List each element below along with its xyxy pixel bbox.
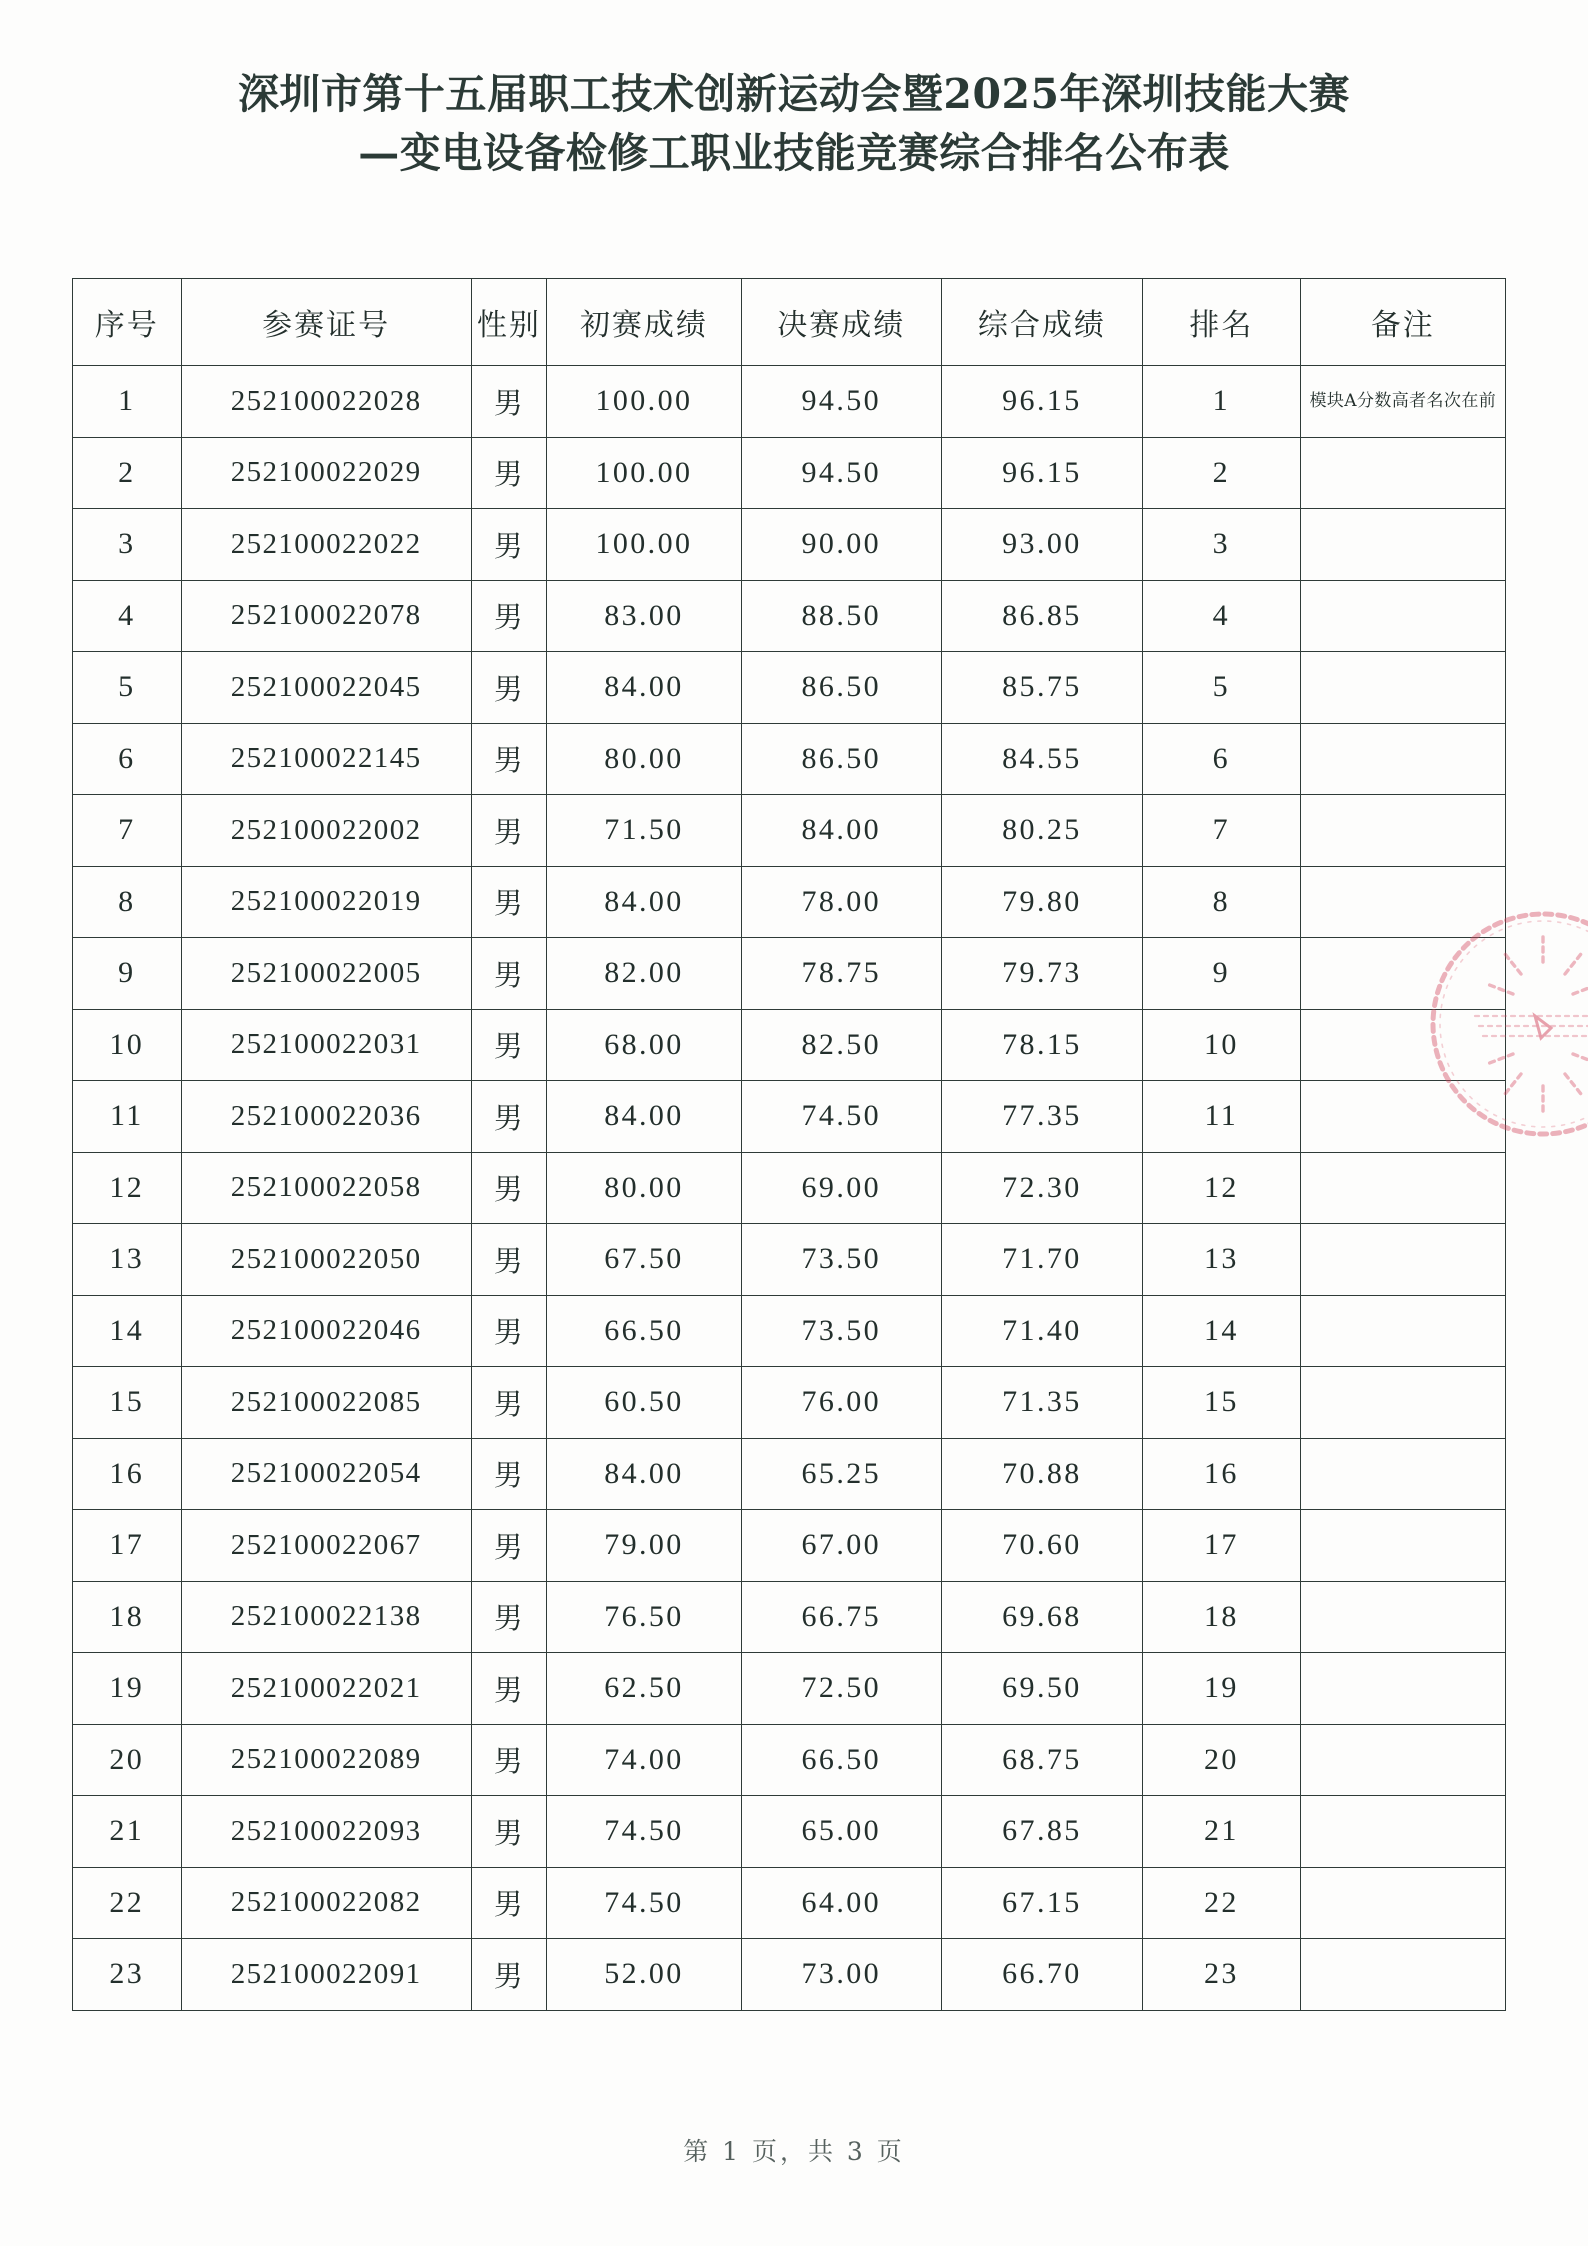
cell-sequence: 8 — [73, 866, 182, 938]
cell-remark — [1300, 1939, 1505, 2011]
table-row — [73, 1653, 1506, 1725]
cell-gender: 男 — [471, 1867, 546, 1939]
cell-rank: 1 — [1143, 366, 1301, 438]
cell-preliminary-score: 100.00 — [547, 437, 742, 509]
cell-rank: 3 — [1143, 509, 1301, 581]
cell-sequence: 19 — [73, 1653, 182, 1725]
column-header-remark: 备注 — [1300, 279, 1505, 366]
table-row — [73, 509, 1506, 581]
table-row — [73, 652, 1506, 724]
cell-gender: 男 — [471, 1152, 546, 1224]
cell-rank: 22 — [1143, 1867, 1301, 1939]
cell-gender: 男 — [471, 1653, 546, 1725]
cell-final-score: 86.50 — [741, 723, 941, 795]
cell-rank: 5 — [1143, 652, 1301, 724]
cell-certificate-number: 252100022019 — [181, 866, 471, 938]
cell-rank: 14 — [1143, 1295, 1301, 1367]
cell-remark — [1300, 437, 1505, 509]
cell-remark — [1300, 1224, 1505, 1296]
cell-preliminary-score: 84.00 — [547, 866, 742, 938]
cell-rank: 12 — [1143, 1152, 1301, 1224]
cell-composite-score: 70.88 — [941, 1438, 1142, 1510]
cell-certificate-number: 252100022089 — [181, 1724, 471, 1796]
cell-remark — [1300, 509, 1505, 581]
cell-certificate-number: 252100022078 — [181, 580, 471, 652]
cell-final-score: 74.50 — [741, 1081, 941, 1153]
cell-rank: 23 — [1143, 1939, 1301, 2011]
cell-rank: 17 — [1143, 1510, 1301, 1582]
cell-remark — [1300, 1867, 1505, 1939]
cell-certificate-number: 252100022036 — [181, 1081, 471, 1153]
column-header-certificate-number: 参赛证号 — [181, 279, 471, 366]
cell-remark — [1300, 1438, 1505, 1510]
cell-final-score: 90.00 — [741, 509, 941, 581]
cell-composite-score: 80.25 — [941, 795, 1142, 867]
cell-sequence: 20 — [73, 1724, 182, 1796]
cell-gender: 男 — [471, 1939, 546, 2011]
cell-certificate-number: 252100022005 — [181, 938, 471, 1010]
cell-gender: 男 — [471, 580, 546, 652]
cell-remark — [1300, 652, 1505, 724]
cell-gender: 男 — [471, 1438, 546, 1510]
cell-certificate-number: 252100022028 — [181, 366, 471, 438]
cell-composite-score: 96.15 — [941, 366, 1142, 438]
cell-remark — [1300, 1295, 1505, 1367]
cell-final-score: 65.00 — [741, 1796, 941, 1868]
cell-certificate-number: 252100022058 — [181, 1152, 471, 1224]
table-row — [73, 1224, 1506, 1296]
table-row — [73, 1367, 1506, 1439]
cell-final-score: 82.50 — [741, 1009, 941, 1081]
cell-preliminary-score: 60.50 — [547, 1367, 742, 1439]
cell-rank: 7 — [1143, 795, 1301, 867]
table-row — [73, 1438, 1506, 1510]
cell-gender: 男 — [471, 509, 546, 581]
cell-rank: 15 — [1143, 1367, 1301, 1439]
cell-sequence: 22 — [73, 1867, 182, 1939]
cell-sequence: 2 — [73, 437, 182, 509]
cell-preliminary-score: 74.50 — [547, 1867, 742, 1939]
cell-certificate-number: 252100022029 — [181, 437, 471, 509]
cell-preliminary-score: 100.00 — [547, 509, 742, 581]
cell-rank: 10 — [1143, 1009, 1301, 1081]
table-row — [73, 1009, 1506, 1081]
cell-certificate-number: 252100022093 — [181, 1796, 471, 1868]
column-header-preliminary-score: 初赛成绩 — [547, 279, 742, 366]
cell-final-score: 65.25 — [741, 1438, 941, 1510]
cell-composite-score: 70.60 — [941, 1510, 1142, 1582]
cell-preliminary-score: 83.00 — [547, 580, 742, 652]
cell-remark — [1300, 1510, 1505, 1582]
cell-composite-score: 71.70 — [941, 1224, 1142, 1296]
cell-gender: 男 — [471, 1724, 546, 1796]
table-row — [73, 866, 1506, 938]
cell-remark: 模块A分数高者名次在前 — [1300, 366, 1505, 438]
cell-remark — [1300, 866, 1505, 938]
cell-composite-score: 96.15 — [941, 437, 1142, 509]
cell-composite-score: 69.68 — [941, 1581, 1142, 1653]
column-header-final-score: 决赛成绩 — [741, 279, 941, 366]
cell-composite-score: 78.15 — [941, 1009, 1142, 1081]
cell-sequence: 11 — [73, 1081, 182, 1153]
cell-final-score: 67.00 — [741, 1510, 941, 1582]
cell-remark — [1300, 723, 1505, 795]
cell-gender: 男 — [471, 1009, 546, 1081]
document-title — [0, 68, 1588, 181]
cell-sequence: 18 — [73, 1581, 182, 1653]
table-row — [73, 1939, 1506, 2011]
table-row — [73, 1724, 1506, 1796]
table-row — [73, 1081, 1506, 1153]
cell-preliminary-score: 71.50 — [547, 795, 742, 867]
cell-rank: 9 — [1143, 938, 1301, 1010]
cell-rank: 19 — [1143, 1653, 1301, 1725]
cell-preliminary-score: 67.50 — [547, 1224, 742, 1296]
cell-gender: 男 — [471, 1295, 546, 1367]
cell-certificate-number: 252100022021 — [181, 1653, 471, 1725]
cell-remark — [1300, 1653, 1505, 1725]
cell-certificate-number: 252100022050 — [181, 1224, 471, 1296]
cell-certificate-number: 252100022082 — [181, 1867, 471, 1939]
cell-composite-score: 66.70 — [941, 1939, 1142, 2011]
cell-rank: 21 — [1143, 1796, 1301, 1868]
cell-rank: 4 — [1143, 580, 1301, 652]
cell-remark — [1300, 1152, 1505, 1224]
cell-preliminary-score: 79.00 — [547, 1510, 742, 1582]
cell-gender: 男 — [471, 437, 546, 509]
table-row — [73, 366, 1506, 438]
table-row — [73, 580, 1506, 652]
cell-sequence: 5 — [73, 652, 182, 724]
cell-preliminary-score: 76.50 — [547, 1581, 742, 1653]
cell-composite-score: 72.30 — [941, 1152, 1142, 1224]
cell-composite-score: 84.55 — [941, 723, 1142, 795]
cell-composite-score: 79.80 — [941, 866, 1142, 938]
cell-remark — [1300, 1367, 1505, 1439]
cell-rank: 13 — [1143, 1224, 1301, 1296]
cell-preliminary-score: 80.00 — [547, 723, 742, 795]
cell-final-score: 66.75 — [741, 1581, 941, 1653]
cell-sequence: 16 — [73, 1438, 182, 1510]
cell-certificate-number: 252100022046 — [181, 1295, 471, 1367]
cell-rank: 2 — [1143, 437, 1301, 509]
cell-composite-score: 67.15 — [941, 1867, 1142, 1939]
cell-gender: 男 — [471, 1796, 546, 1868]
cell-certificate-number: 252100022138 — [181, 1581, 471, 1653]
cell-remark — [1300, 1796, 1505, 1868]
cell-composite-score: 67.85 — [941, 1796, 1142, 1868]
table-row — [73, 1152, 1506, 1224]
table-row — [73, 1796, 1506, 1868]
cell-preliminary-score: 84.00 — [547, 652, 742, 724]
cell-composite-score: 86.85 — [941, 580, 1142, 652]
cell-sequence: 23 — [73, 1939, 182, 2011]
cell-composite-score: 69.50 — [941, 1653, 1142, 1725]
table-row — [73, 437, 1506, 509]
cell-final-score: 72.50 — [741, 1653, 941, 1725]
cell-preliminary-score: 66.50 — [547, 1295, 742, 1367]
cell-sequence: 21 — [73, 1796, 182, 1868]
cell-rank: 11 — [1143, 1081, 1301, 1153]
cell-remark — [1300, 795, 1505, 867]
cell-remark — [1300, 938, 1505, 1010]
column-header-rank: 排名 — [1143, 279, 1301, 366]
cell-final-score: 84.00 — [741, 795, 941, 867]
cell-final-score: 73.50 — [741, 1224, 941, 1296]
cell-certificate-number: 252100022091 — [181, 1939, 471, 2011]
cell-sequence: 7 — [73, 795, 182, 867]
cell-gender: 男 — [471, 938, 546, 1010]
cell-final-score: 76.00 — [741, 1367, 941, 1439]
cell-certificate-number: 252100022022 — [181, 509, 471, 581]
table-body — [73, 366, 1506, 2011]
cell-certificate-number: 252100022031 — [181, 1009, 471, 1081]
cell-remark — [1300, 1081, 1505, 1153]
cell-gender: 男 — [471, 366, 546, 438]
cell-final-score: 94.50 — [741, 366, 941, 438]
cell-gender: 男 — [471, 1224, 546, 1296]
cell-rank: 20 — [1143, 1724, 1301, 1796]
cell-certificate-number: 252100022067 — [181, 1510, 471, 1582]
cell-preliminary-score: 74.50 — [547, 1796, 742, 1868]
cell-preliminary-score: 62.50 — [547, 1653, 742, 1725]
cell-gender: 男 — [471, 866, 546, 938]
cell-sequence: 1 — [73, 366, 182, 438]
cell-sequence: 13 — [73, 1224, 182, 1296]
cell-composite-score: 71.40 — [941, 1295, 1142, 1367]
cell-rank: 18 — [1143, 1581, 1301, 1653]
cell-certificate-number: 252100022045 — [181, 652, 471, 724]
cell-preliminary-score: 82.00 — [547, 938, 742, 1010]
cell-rank: 8 — [1143, 866, 1301, 938]
cell-remark — [1300, 1724, 1505, 1796]
cell-remark — [1300, 1009, 1505, 1081]
cell-final-score: 69.00 — [741, 1152, 941, 1224]
title-line-2: —变电设备检修工职业技能竞赛综合排名公布表 — [358, 129, 1230, 178]
cell-final-score: 78.75 — [741, 938, 941, 1010]
cell-certificate-number: 252100022054 — [181, 1438, 471, 1510]
table-header-row — [73, 279, 1506, 366]
cell-sequence: 15 — [73, 1367, 182, 1439]
cell-gender: 男 — [471, 1581, 546, 1653]
cell-final-score: 64.00 — [741, 1867, 941, 1939]
cell-preliminary-score: 84.00 — [547, 1438, 742, 1510]
title-line-1: 深圳市第十五届职工技术创新运动会暨2025年深圳技能大赛 — [237, 70, 1351, 118]
cell-preliminary-score: 100.00 — [547, 366, 742, 438]
cell-composite-score: 79.73 — [941, 938, 1142, 1010]
cell-sequence: 6 — [73, 723, 182, 795]
cell-sequence: 17 — [73, 1510, 182, 1582]
column-header-sequence: 序号 — [73, 279, 182, 366]
cell-composite-score: 85.75 — [941, 652, 1142, 724]
table-row — [73, 1581, 1506, 1653]
table-header — [73, 279, 1506, 366]
cell-preliminary-score: 80.00 — [547, 1152, 742, 1224]
table-row — [73, 938, 1506, 1010]
cell-rank: 16 — [1143, 1438, 1301, 1510]
cell-sequence: 4 — [73, 580, 182, 652]
ranking-table — [72, 278, 1506, 2011]
cell-certificate-number: 252100022002 — [181, 795, 471, 867]
cell-gender: 男 — [471, 795, 546, 867]
cell-remark — [1300, 1581, 1505, 1653]
column-header-composite-score: 综合成绩 — [941, 279, 1142, 366]
cell-remark — [1300, 580, 1505, 652]
table-row — [73, 1295, 1506, 1367]
page-footer: 第 1 页，共 3 页 — [683, 2137, 905, 2166]
cell-sequence: 9 — [73, 938, 182, 1010]
table-row — [73, 1867, 1506, 1939]
cell-final-score: 66.50 — [741, 1724, 941, 1796]
table-row — [73, 795, 1506, 867]
cell-final-score: 78.00 — [741, 866, 941, 938]
cell-sequence: 10 — [73, 1009, 182, 1081]
cell-sequence: 3 — [73, 509, 182, 581]
cell-composite-score: 68.75 — [941, 1724, 1142, 1796]
cell-composite-score: 77.35 — [941, 1081, 1142, 1153]
cell-rank: 6 — [1143, 723, 1301, 795]
cell-final-score: 73.50 — [741, 1295, 941, 1367]
cell-final-score: 73.00 — [741, 1939, 941, 2011]
cell-final-score: 86.50 — [741, 652, 941, 724]
cell-sequence: 14 — [73, 1295, 182, 1367]
cell-gender: 男 — [471, 1510, 546, 1582]
cell-preliminary-score: 84.00 — [547, 1081, 742, 1153]
cell-preliminary-score: 74.00 — [547, 1724, 742, 1796]
cell-gender: 男 — [471, 652, 546, 724]
cell-certificate-number: 252100022145 — [181, 723, 471, 795]
cell-composite-score: 71.35 — [941, 1367, 1142, 1439]
table-row — [73, 723, 1506, 795]
cell-final-score: 88.50 — [741, 580, 941, 652]
cell-sequence: 12 — [73, 1152, 182, 1224]
cell-preliminary-score: 68.00 — [547, 1009, 742, 1081]
cell-composite-score: 93.00 — [941, 509, 1142, 581]
column-header-gender: 性别 — [471, 279, 546, 366]
ranking-table-container — [72, 278, 1506, 2011]
table-row — [73, 1510, 1506, 1582]
cell-gender: 男 — [471, 723, 546, 795]
cell-gender: 男 — [471, 1081, 546, 1153]
cell-final-score: 94.50 — [741, 437, 941, 509]
cell-preliminary-score: 52.00 — [547, 1939, 742, 2011]
cell-gender: 男 — [471, 1367, 546, 1439]
cell-certificate-number: 252100022085 — [181, 1367, 471, 1439]
